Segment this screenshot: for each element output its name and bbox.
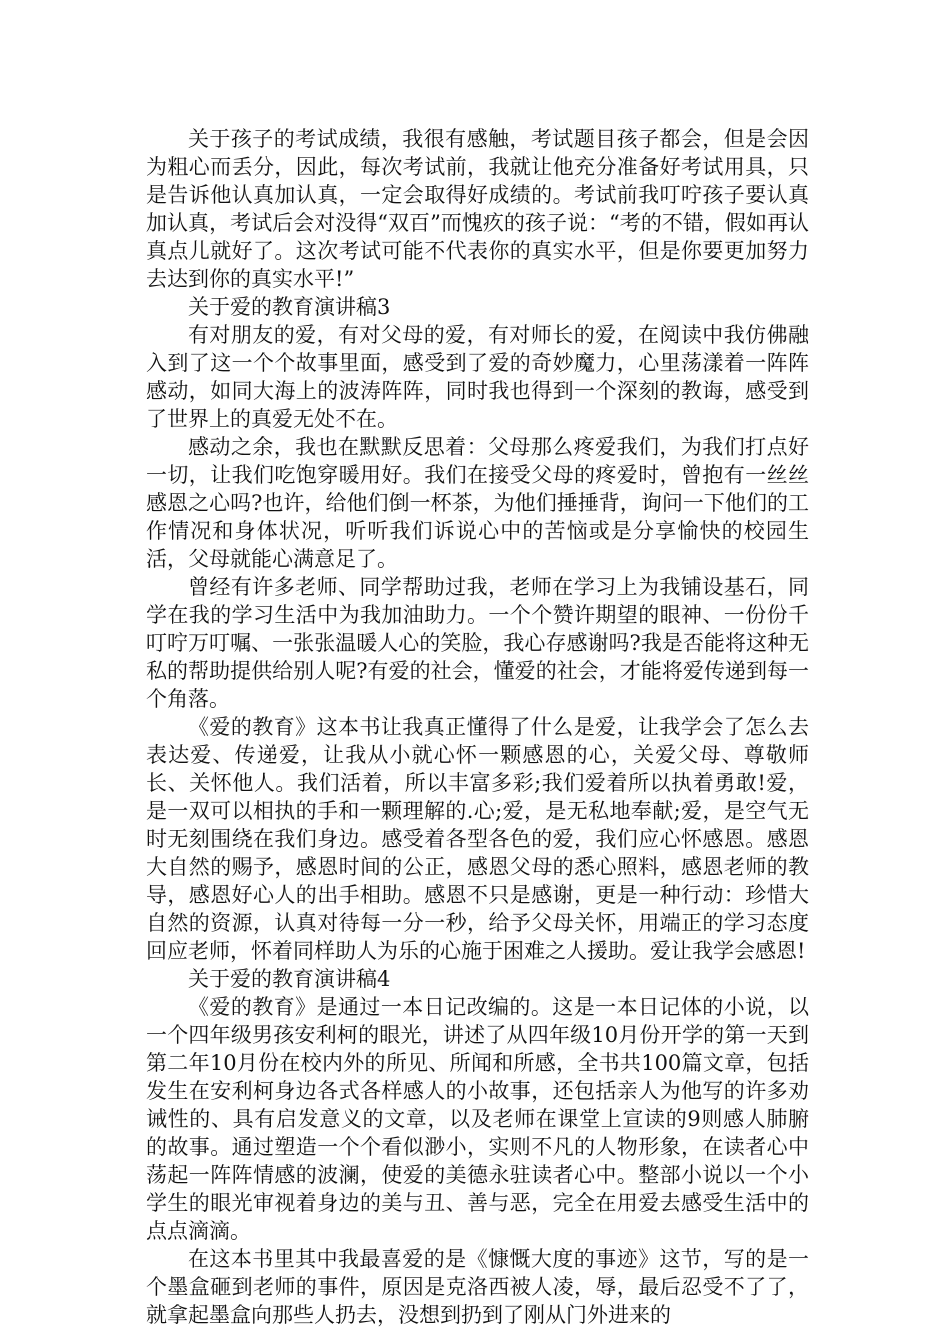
paragraph: 在这本书里其中我最喜爱的是《慷慨大度的事迹》这节，写的是一个墨盒砸到老师的事件，原因是克洛西被人凌，辱，最后忍受不了了，就拿起墨盒向那些人扔去，没想到扔到了刚从门外进来的 [146,1247,809,1327]
paragraph: 《爱的教育》是通过一本日记改编的。这是一本日记体的小说，以一个四年级男孩安利柯的眼光，讲述了从四年级10月份开学的第一天到第二年10月份在校内外的所见、所闻和所感，全书共100篇文章，包括发生在安利柯身边各式各样感人的小故事，还包括亲人为他写的许多劝诫性的、具有启发意义的文章，以及老师在课堂上宣读的9则感人肺腑的故事。通过塑造一个个看似渺小，实则不凡的人物形象，在读者心中荡起一阵阵情感的波澜，使爱的美德永驻读者心中。整部小说以一个小学生的眼光审视着身边的美与丑、善与恶，完全在用爱去感受生活中的点点滴滴。 [146,995,809,1243]
section-heading: 关于爱的教育演讲稿4 [188,967,391,991]
paragraph: 《爱的教育》这本书让我真正懂得了什么是爱，让我学会了怎么去表达爱、传递爱，让我从小就心怀一颗感恩的心，关爱父母、尊敬师长、关怀他人。我们活着，所以丰富多彩;我们爱着所以执着勇敢!爱，是一双可以相执的手和一颗理解的.心;爱，是无私地奉献;爱，是空气无时无刻围绕在我们身边。感受着各型各色的爱，我们应心怀感恩。感恩大自然的赐予，感恩时间的公正，感恩父母的悉心照料，感恩老师的教导，感恩好心人的出手相助。感恩不只是感谢，更是一种行动：珍惜大自然的资源，认真对待每一分一秒，给予父母关怀，用端正的学习态度回应老师，怀着同样助人为乐的心施于困难之人援助。爱让我学会感恩! [146,715,809,963]
section-heading: 关于爱的教育演讲稿3 [188,295,391,319]
document-page [146,125,809,1329]
paragraph: 有对朋友的爱，有对父母的爱，有对师长的爱，在阅读中我仿佛融入到了这一个个故事里面，感受到了爱的奇妙魔力，心里荡漾着一阵阵感动，如同大海上的波涛阵阵，同时我也得到一个深刻的教诲，感受到了世界上的真爱无处不在。 [146,323,809,431]
paragraph: 曾经有许多老师、同学帮助过我，老师在学习上为我铺设基石，同学在我的学习生活中为我加油助力。一个个赞许期望的眼神、一份份千叮咛万叮嘱、一张张温暖人心的笑脸，我心存感谢吗?我是否能将这种无私的帮助提供给别人呢?有爱的社会，懂爱的社会，才能将爱传递到每一个角落。 [146,575,809,711]
paragraph: 关于孩子的考试成绩，我很有感触，考试题目孩子都会，但是会因为粗心而丢分，因此，每次考试前，我就让他充分准备好考试用具，只是告诉他认真加认真，一定会取得好成绩的。考试前我叮咛孩子要认真加认真，考试后会对没得“双百”而愧疚的孩子说：“考的不错，假如再认真点儿就好了。这次考试可能不代表你的真实水平，但是你要更加努力去达到你的真实水平!” [146,127,809,291]
paragraph: 感动之余，我也在默默反思着：父母那么疼爱我们，为我们打点好一切，让我们吃饱穿暖用好。我们在接受父母的疼爱时，曾抱有一丝丝感恩之心吗?也许，给他们倒一杯茶，为他们捶捶背，询问一下他们的工作情况和身体状况，听听我们诉说心中的苦恼或是分享愉快的校园生活，父母就能心满意足了。 [146,435,809,571]
